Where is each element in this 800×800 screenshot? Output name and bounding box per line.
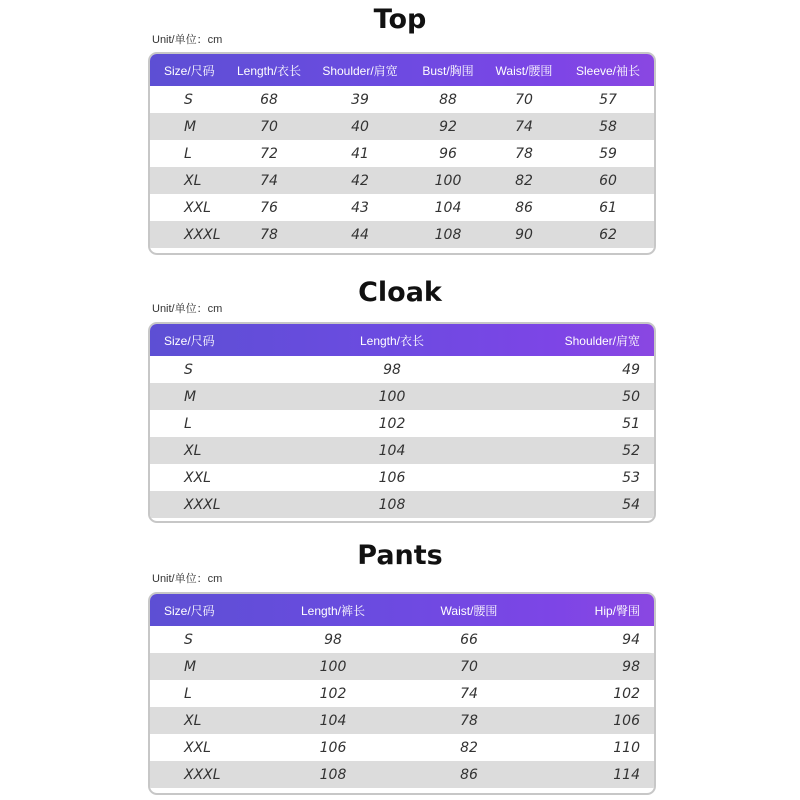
table-cell: 78 — [486, 140, 562, 167]
size-cell: XXL — [150, 194, 228, 221]
table-cell: 74 — [404, 680, 534, 707]
table-cell: 82 — [404, 734, 534, 761]
table-cell: 52 — [484, 437, 654, 464]
table-row — [150, 437, 654, 464]
table-cell: 96 — [410, 140, 486, 167]
table-cell: 98 — [262, 626, 404, 653]
size-cell: L — [150, 140, 228, 167]
table-cell: 104 — [262, 707, 404, 734]
size-cell: M — [150, 653, 262, 680]
table-cell: 61 — [562, 194, 654, 221]
table-header-row — [150, 324, 654, 356]
table-cell: 100 — [410, 167, 486, 194]
table-cell: 54 — [484, 491, 654, 518]
table-cell: 86 — [404, 761, 534, 788]
table-cell: 74 — [486, 113, 562, 140]
size-cell: S — [150, 626, 262, 653]
table-cell: 108 — [262, 761, 404, 788]
table-cell: 78 — [404, 707, 534, 734]
table-cell: 110 — [534, 734, 654, 761]
table-cell: 44 — [310, 221, 410, 248]
table-row — [150, 194, 654, 221]
table-cell: 53 — [484, 464, 654, 491]
size-cell: S — [150, 86, 228, 113]
table-cell: 70 — [228, 113, 310, 140]
table-cell: 86 — [486, 194, 562, 221]
table-cell: 108 — [300, 491, 484, 518]
size-cell: XXXL — [150, 221, 228, 248]
table-cell: 70 — [486, 86, 562, 113]
table-row — [150, 86, 654, 113]
table-cell: 62 — [562, 221, 654, 248]
table-cell: 43 — [310, 194, 410, 221]
pants-size-table — [148, 592, 656, 795]
table-cell: 68 — [228, 86, 310, 113]
table-cell: 66 — [404, 626, 534, 653]
table-cell: 94 — [534, 626, 654, 653]
table-row — [150, 167, 654, 194]
pants-unit-label: Unit/单位：cm — [152, 573, 223, 585]
table-cell: 39 — [310, 86, 410, 113]
table-cell: 82 — [486, 167, 562, 194]
table-cell: 106 — [534, 707, 654, 734]
size-cell: L — [150, 680, 262, 707]
header-size: Size/尺码 — [164, 63, 215, 78]
size-cell: M — [150, 383, 300, 410]
header-bust: Bust/胸围 — [422, 63, 474, 78]
cloak-title: Cloak — [358, 277, 442, 308]
table-cell: 114 — [534, 761, 654, 788]
header-shoulder: Shoulder/肩宽 — [564, 333, 640, 348]
table-cell: 106 — [300, 464, 484, 491]
size-cell: L — [150, 410, 300, 437]
header-sleeve: Sleeve/袖长 — [575, 63, 641, 78]
table-cell: 74 — [228, 167, 310, 194]
table-cell: 78 — [228, 221, 310, 248]
top-size-table — [148, 52, 656, 255]
table-row — [150, 707, 654, 734]
header-length: Length/衣长 — [236, 63, 302, 78]
table-row — [150, 491, 654, 518]
table-cell: 106 — [262, 734, 404, 761]
table-cell: 58 — [562, 113, 654, 140]
table-header-row — [150, 594, 654, 626]
size-cell: XL — [150, 707, 262, 734]
cloak-size-table — [148, 322, 656, 523]
table-cell: 104 — [410, 194, 486, 221]
table-row — [150, 653, 654, 680]
size-cell: XXXL — [150, 491, 300, 518]
table-cell: 104 — [300, 437, 484, 464]
table-cell: 59 — [562, 140, 654, 167]
header-waist: Waist/腰围 — [495, 63, 553, 78]
table-cell: 42 — [310, 167, 410, 194]
table-row — [150, 626, 654, 653]
header-size: Size/尺码 — [164, 333, 215, 348]
table-cell: 92 — [410, 113, 486, 140]
table-row — [150, 680, 654, 707]
table-row — [150, 113, 654, 140]
table-cell: 72 — [228, 140, 310, 167]
header-length: Length/裤长 — [300, 603, 366, 618]
header-waist: Waist/腰围 — [440, 603, 498, 618]
size-cell: M — [150, 113, 228, 140]
size-cell: XXL — [150, 464, 300, 491]
table-cell: 60 — [562, 167, 654, 194]
table-cell: 102 — [262, 680, 404, 707]
table-row — [150, 464, 654, 491]
size-cell: XL — [150, 167, 228, 194]
table-cell: 88 — [410, 86, 486, 113]
table-cell: 41 — [310, 140, 410, 167]
table-row — [150, 383, 654, 410]
table-cell: 108 — [410, 221, 486, 248]
table-cell: 100 — [300, 383, 484, 410]
table-cell: 100 — [262, 653, 404, 680]
table-cell: 90 — [486, 221, 562, 248]
table-row — [150, 221, 654, 248]
table-row — [150, 761, 654, 788]
header-hip: Hip/臀围 — [594, 603, 640, 618]
table-cell: 70 — [404, 653, 534, 680]
table-row — [150, 140, 654, 167]
table-row — [150, 356, 654, 383]
table-row — [150, 734, 654, 761]
pants-title: Pants — [357, 540, 443, 571]
header-length: Length/衣长 — [359, 333, 425, 348]
size-cell: XL — [150, 437, 300, 464]
table-cell: 40 — [310, 113, 410, 140]
table-row — [150, 410, 654, 437]
cloak-unit-label: Unit/单位：cm — [152, 303, 223, 315]
size-cell: XXL — [150, 734, 262, 761]
header-shoulder: Shoulder/肩宽 — [322, 63, 398, 78]
table-cell: 50 — [484, 383, 654, 410]
table-cell: 57 — [562, 86, 654, 113]
table-cell: 76 — [228, 194, 310, 221]
top-title: Top — [373, 4, 427, 35]
size-cell: XXXL — [150, 761, 262, 788]
table-cell: 102 — [300, 410, 484, 437]
table-cell: 51 — [484, 410, 654, 437]
header-size: Size/尺码 — [164, 603, 215, 618]
table-cell: 102 — [534, 680, 654, 707]
table-cell: 98 — [534, 653, 654, 680]
size-cell: S — [150, 356, 300, 383]
table-cell: 98 — [300, 356, 484, 383]
top-unit-label: Unit/单位：cm — [152, 34, 223, 46]
table-header-row — [150, 54, 654, 86]
table-cell: 49 — [484, 356, 654, 383]
